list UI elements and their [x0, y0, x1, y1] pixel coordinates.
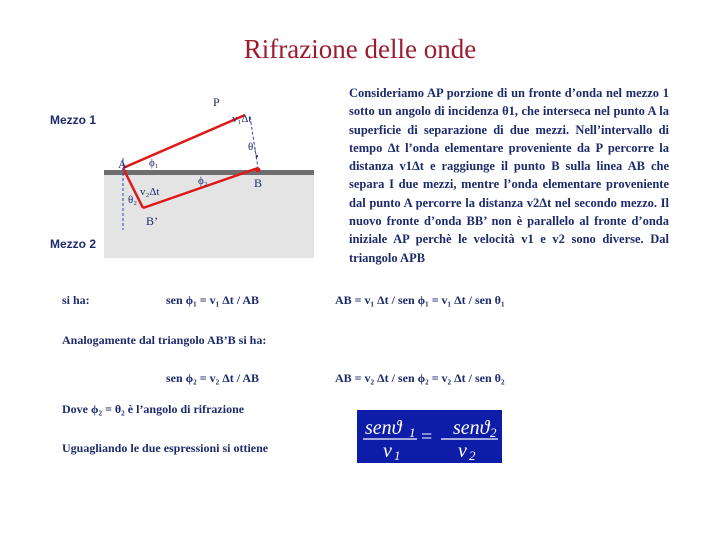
label-b-prime: B’: [146, 214, 158, 228]
label-p: P: [213, 95, 220, 109]
uguagliando-text: Uguagliando le due espressioni si ottiene: [62, 441, 269, 455]
formula-den-sub-right: 2: [469, 448, 476, 463]
medium2-label: Mezzo 2: [50, 237, 97, 251]
medium1-label: Mezzo 1: [50, 113, 97, 127]
formula-num-right: senϑ: [453, 417, 490, 439]
point-b-marker: [256, 168, 261, 173]
label-a: A: [118, 157, 127, 171]
label-v2dt: v₂Δt: [140, 186, 160, 198]
formula-equals: =: [421, 426, 433, 448]
label-phi2: ϕ₂: [198, 175, 208, 187]
equation-1-left: sen ϕ₁ = v₁ Δt / AB: [166, 293, 260, 307]
analogamente-text: Analogamente dal triangolo AB’B si ha:: [62, 333, 267, 347]
label-b: B: [254, 176, 263, 190]
equation-2-left: sen ϕ₂ = v₂ Δt / AB: [166, 371, 260, 385]
label-theta2: θ₂: [128, 194, 138, 206]
label-v1dt: v₁Δt: [232, 113, 252, 125]
formula-sub-left: 1: [409, 425, 416, 440]
formula-num-left: senϑ: [365, 417, 402, 439]
refraction-diagram: [50, 84, 314, 258]
dove-text: Dove ϕ₂ = θ₂ è l’angolo di rifrazione: [62, 402, 245, 416]
label-phi1: ϕ₁: [149, 157, 159, 169]
snell-formula-box: [357, 410, 502, 463]
si-ha-text: si ha:: [62, 293, 90, 307]
formula-den-right: v: [458, 440, 467, 462]
equation-1-right: AB = v₁ Δt / sen ϕ₁ = v₁ Δt / sen θ₁: [335, 293, 505, 307]
medium2-region: [104, 174, 314, 258]
label-dot: •: [255, 152, 259, 163]
separation-surface: [104, 170, 314, 175]
label-theta1: θ₁: [248, 141, 258, 153]
explanation-paragraph: Consideriamo AP porzione di un fronte d’onda nel mezzo 1 sotto un angolo di incidenza θ1, che interseca nel punto A la superficie di separazione di due mezzi. Nell’intervallo di tempo Δt l’onda elementare proveniente da P percorre la distanza v1Δt e raggiunge il punto B sulla linea AB che separa I due mezzi, mentre l’onda elementare proveniente dal punto A percorre la distanza v2Δt nel secondo mezzo. Il nuovo fronte d’onda BB’ non è parallelo al fronte d’onda iniziale AP perchè le velocità v1 e v2 sono diverse. Dal triangolo APB: [349, 86, 669, 265]
slide-title: Rifrazione delle onde: [243, 34, 477, 64]
formula-sub-right: 2: [490, 425, 497, 440]
wavefront-ap: [123, 115, 245, 168]
equation-2-right: AB = v₂ Δt / sen ϕ₂ = v₂ Δt / sen θ₂: [335, 371, 505, 385]
formula-den-left: v: [383, 440, 392, 462]
formula-den-sub-left: 1: [394, 448, 401, 463]
